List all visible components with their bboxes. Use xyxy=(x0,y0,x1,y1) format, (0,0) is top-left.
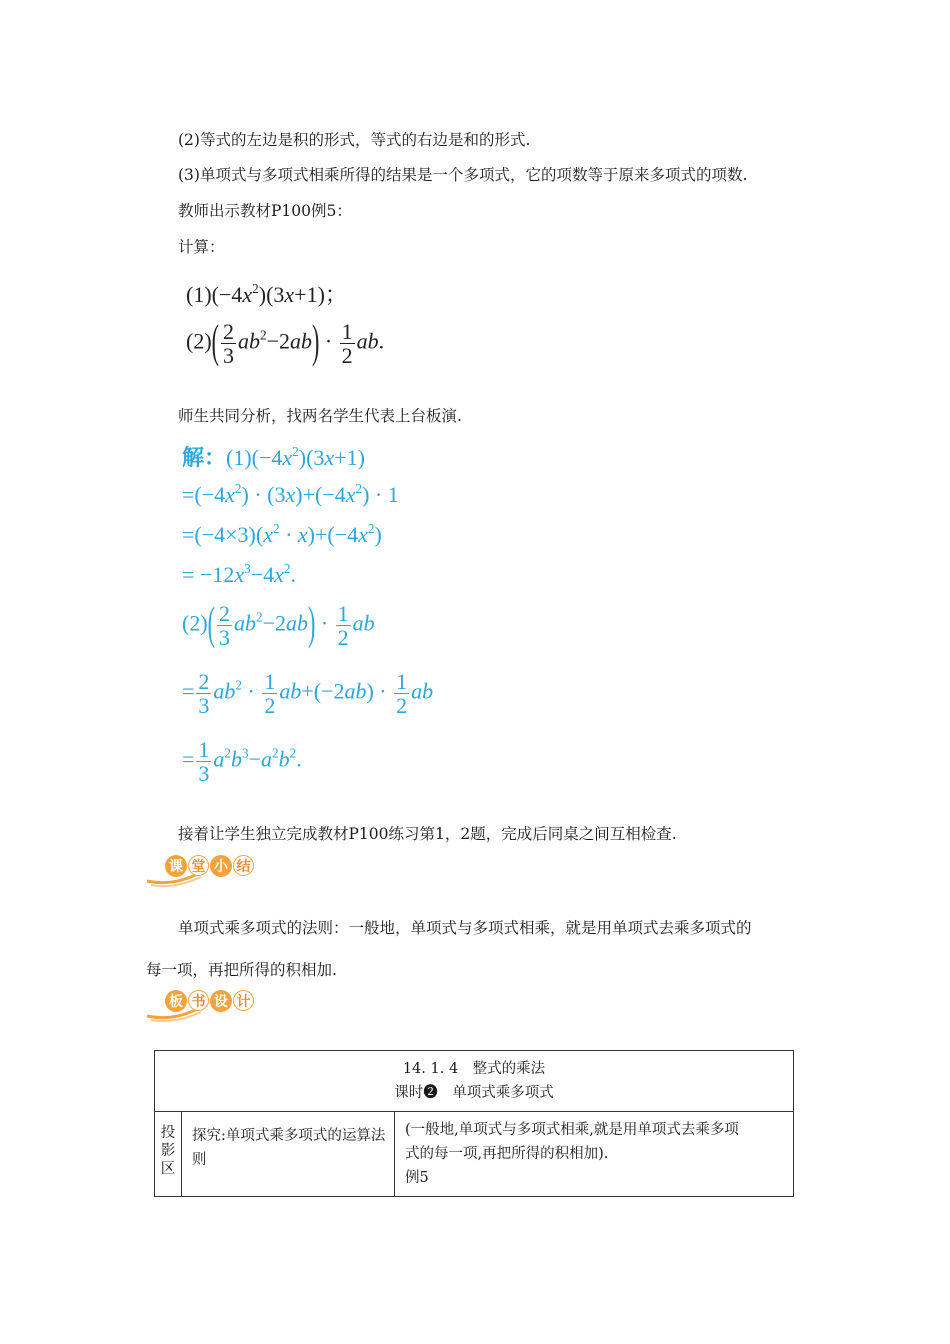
board-title-line-1: 14. 1. 4 整式的乘法 xyxy=(402,1061,546,1077)
projection-area-label xyxy=(155,1112,182,1197)
board-design-table xyxy=(154,1050,794,1197)
paragraph-teacher-example: 教师出示教材P100例5： xyxy=(178,202,352,220)
solution-line-2: $=(-4x^2) \cdot (3x)+(-4x^2) \cdot 1$ xyxy=(182,480,399,507)
solution-line-6: = $\frac{2}{3}$ $ab^2$ · $\frac{1}{2}$ ab+(−2ab) · $\frac{1}{2}$ ab xyxy=(182,669,434,719)
solution-line-1: 解：$(1)(-4x^2)(3x+1)$ xyxy=(182,443,365,471)
solution-line-3: $=(-4\times 3)(x^2 \cdot x)+(-4x^2)$ xyxy=(182,520,382,547)
rule-line-1: (一般地,单项式与多项式相乘,就是用单项式去乘多项 xyxy=(405,1122,739,1138)
side-label-char: 影 xyxy=(160,1143,176,1159)
solution-line-4: = $-12x^3-4x^2$. xyxy=(182,560,296,587)
section-heading-summary xyxy=(145,853,275,889)
paragraph-compute: 计算： xyxy=(178,238,225,256)
problem-1: $(1)(-4x^2)(3x+1)$； xyxy=(186,280,347,307)
paragraph-product-terms: (3)单项式与多项式相乘所得的结果是一个多项式，它的项数等于原来多项式的项数. xyxy=(178,166,748,184)
side-label-char: 投 xyxy=(160,1125,176,1141)
problem-2: (2)( $\frac{2}{3}$ $ab^2-2ab$) · $\frac{1}{2}$ ab. xyxy=(186,314,385,369)
solution-keyword: 解： xyxy=(182,446,227,471)
heading-char: 设 xyxy=(210,990,232,1012)
solution-line-7: = $\frac{1}{3}$ $a^2b^3-a^2b^2$. xyxy=(182,737,302,787)
heading-char: 堂 xyxy=(188,855,209,876)
heading-char: 板 xyxy=(165,990,187,1012)
paragraph-discussion: 师生共同分析，找两名学生代表上台板演. xyxy=(178,407,462,425)
paragraph-practice: 接着让学生独立完成教材P100练习第1，2题，完成后同桌之间互相检查. xyxy=(178,825,677,843)
example-label: 例5 xyxy=(405,1170,429,1186)
side-label-char: 区 xyxy=(160,1161,176,1177)
solution-line-5: (2)( $\frac{2}{3}$ $ab^2-2ab$) · $\frac{1}{2}$ ab xyxy=(182,596,375,651)
heading-char: 书 xyxy=(188,990,209,1011)
rule-line-2: 式的每一项,再把所得的积相加). xyxy=(405,1146,609,1162)
heading-char: 结 xyxy=(233,855,254,876)
heading-char: 小 xyxy=(210,855,232,877)
board-title-cell xyxy=(155,1051,794,1112)
explore-cell: 探究:单项式乘多项式的运算法则 xyxy=(182,1112,395,1197)
summary-rule-line-2: 每一项，再把所得的积相加. xyxy=(146,961,337,979)
paragraph-equation-sides: (2)等式的左边是积的形式，等式的右边是和的形式. xyxy=(178,131,531,149)
heading-char: 课 xyxy=(165,855,187,877)
summary-rule-line-1: 单项式乘多项式的法则：一般地，单项式与多项式相乘，就是用单项式去乘多项式的 xyxy=(178,919,752,937)
section-heading-board-design xyxy=(145,988,275,1024)
board-title-line-2: 课时❷ 单项式乘多项式 xyxy=(394,1085,554,1101)
rule-cell xyxy=(395,1112,794,1197)
heading-char: 计 xyxy=(233,990,254,1011)
